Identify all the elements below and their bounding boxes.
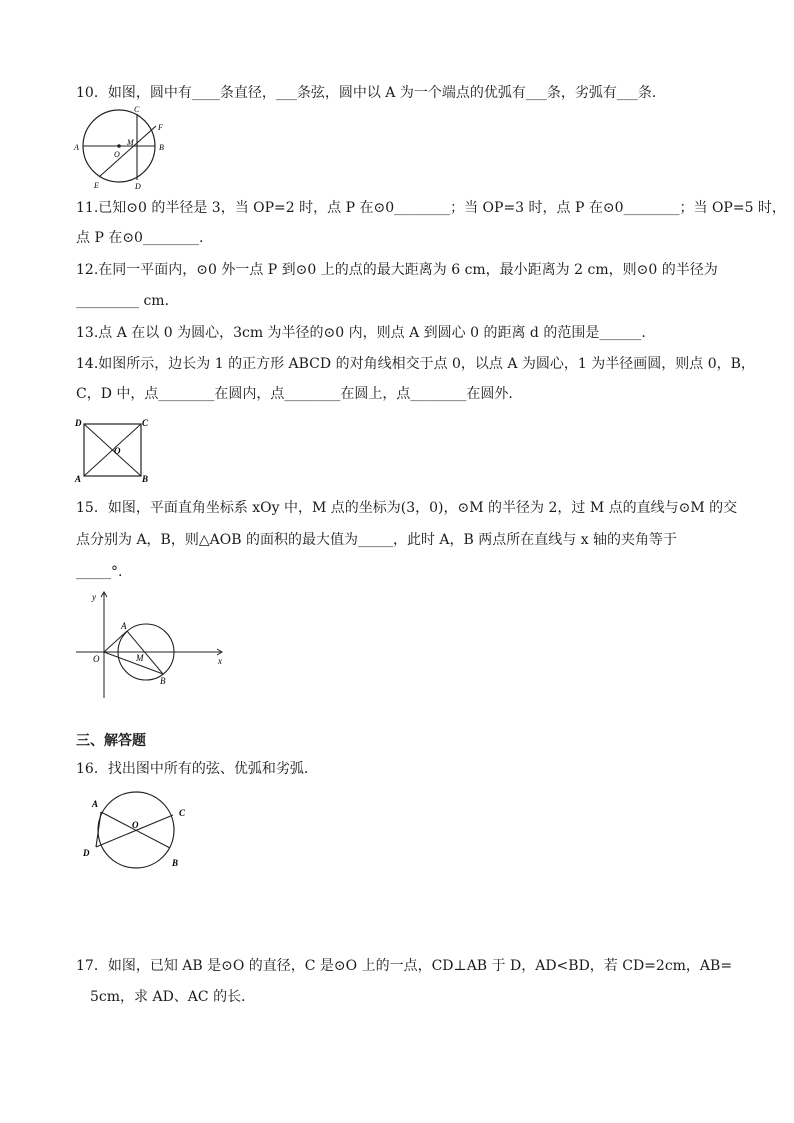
q10-label-o: O	[114, 150, 120, 159]
q14-line1: 14.如图所示，边长为 1 的正方形 ABCD 的对角线相交于点 0，以点 A 为圆心，1 为半径画圆，则点 0，B，	[76, 356, 755, 372]
q15-label-o: O	[93, 654, 100, 664]
q16-label-c: C	[179, 808, 186, 818]
q10-chord-ef	[99, 126, 156, 177]
q10-text: 10．如图，圆中有____条直径，___条弦，圆中以 A 为一个端点的优弧有___条，劣弧有___条．	[76, 85, 666, 101]
q10-label-d: D	[135, 182, 141, 191]
q12-line1: 12.在同一平面内，⊙0 外一点 P 到⊙0 上的点的最大距离为 6 cm，最小距离为 2 cm，则⊙0 的半径为	[76, 262, 718, 278]
q15-label-y: y	[92, 592, 96, 602]
q10-label-b: B	[159, 143, 164, 152]
q17-line1: 17．如图，已知 AB 是⊙O 的直径，C 是⊙O 上的一点，CD⊥AB 于 D，AD<BD，若 CD=2cm，AB=	[76, 958, 733, 974]
q16-figure	[76, 790, 192, 874]
q16-label-b: B	[172, 858, 179, 868]
q10-figure	[72, 106, 172, 192]
q10-label-f: F	[158, 123, 163, 132]
q15-line2: 点分别为 A，B，则△AOB 的面积的最大值为_____，此时 A，B 两点所在直线与 x 轴的夹角等于	[76, 532, 678, 548]
q14-label-c: C	[142, 418, 149, 428]
q11-line2: 点 P 在⊙0________.	[76, 230, 204, 246]
q14-label-o: O	[114, 446, 121, 456]
q16-label-a: A	[92, 799, 99, 809]
q15-segment-oa	[104, 631, 127, 652]
q14-label-b: B	[142, 474, 149, 484]
q14-label-a: A	[75, 474, 82, 484]
q15-label-m: M	[136, 653, 144, 663]
q10-label-m: M	[127, 138, 134, 147]
q17-line2: 5cm，求 AD、AC 的长．	[90, 989, 256, 1005]
q15-figure	[72, 588, 232, 700]
q14-figure	[72, 414, 154, 484]
q15-line3: _____°.	[76, 564, 123, 580]
q10-label-e: E	[94, 181, 99, 190]
q10-center-dot	[117, 144, 121, 148]
q15-line1: 15．如图，平面直角坐标系 xOy 中，M 点的坐标为(3，0)，⊙M 的半径为 2，过 M 点的直线与⊙M 的交	[76, 500, 738, 516]
q14-line2: C，D 中，点________在圆内，点________在圆上，点________在圆外.	[76, 386, 513, 402]
q12-line2: _________ cm.	[76, 293, 170, 309]
q10-label-a: A	[74, 143, 79, 152]
q14-label-d: D	[75, 418, 82, 428]
q11-line1: 11.已知⊙0 的半径是 3，当 OP=2 时，点 P 在⊙0________；当 OP=3 时，点 P 在⊙0________；当 OP=5 时，	[76, 200, 786, 216]
q15-label-x: x	[218, 656, 222, 666]
q10-label-c: C	[134, 106, 140, 114]
q13-text: 13.点 A 在以 0 为圆心，3cm 为半径的⊙0 内，则点 A 到圆心 0 的距离 d 的范围是______.	[76, 325, 646, 341]
section-heading: 三、解答题	[76, 733, 146, 749]
q16-label-d: D	[83, 848, 90, 858]
q16-text: 16．找出图中所有的弦、优弧和劣弧．	[76, 761, 318, 777]
q16-label-o: O	[132, 820, 139, 830]
q15-label-b: B	[160, 676, 166, 686]
q15-label-a: A	[121, 621, 127, 631]
